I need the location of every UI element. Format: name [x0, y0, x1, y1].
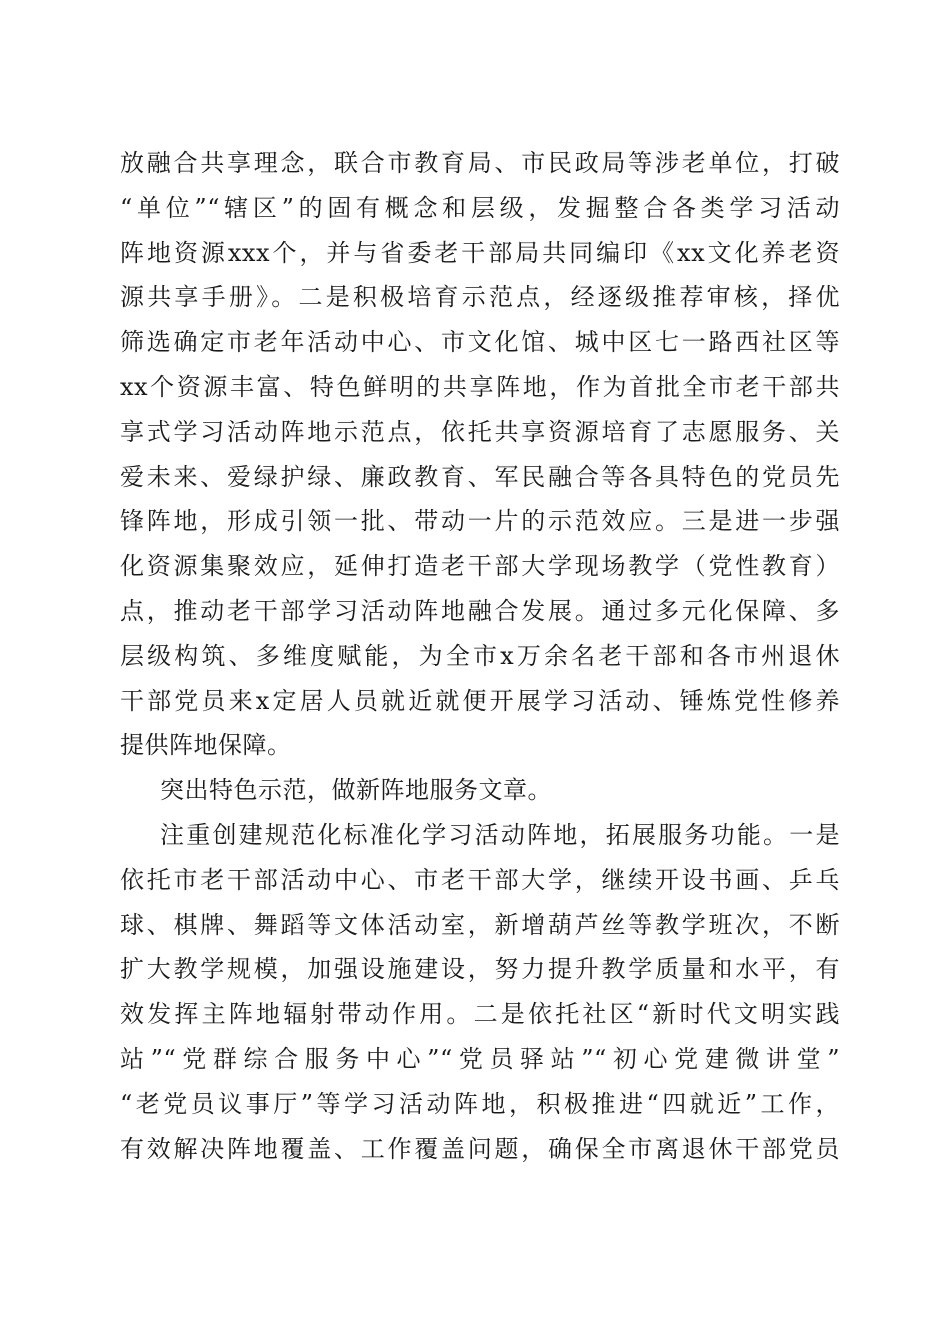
text-line: 注重创建规范化标准化学习活动阵地，拓展服务功能。一是 [160, 820, 840, 849]
text-line: 化资源集聚效应，延伸打造老干部大学现场教学（党性教育） [120, 552, 840, 581]
text-line: 球、棋牌、舞蹈等文体活动室，新增葫芦丝等教学班次，不断 [120, 910, 840, 939]
text-line: 源共享手册》。二是积极培育示范点，经逐级推荐审核，择优 [120, 283, 840, 312]
text-line: 站”“党群综合服务中心”“党员驿站”“初心党建微讲堂” [120, 1044, 840, 1073]
text-line: 筛选确定市老年活动中心、市文化馆、城中区七一路西社区等 [120, 328, 840, 357]
text-line: 阵地资源xxx个，并与省委老干部局共同编印《xx文化养老资 [120, 238, 840, 267]
text-line: xx个资源丰富、特色鲜明的共享阵地，作为首批全市老干部共 [120, 372, 840, 401]
text-line: 扩大教学规模，加强设施建设，努力提升教学质量和水平，有 [120, 955, 840, 984]
section-heading: 突出特色示范，做新阵地服务文章。 [160, 776, 552, 805]
text-line: 点，推动老干部学习活动阵地融合发展。通过多元化保障、多 [120, 596, 840, 625]
text-line: 提供阵地保障。 [120, 731, 292, 760]
text-line: “老党员议事厅”等学习活动阵地，积极推进“四就近”工作， [120, 1089, 840, 1118]
text-line: 层级构筑、多维度赋能，为全市x万余名老干部和各市州退休 [120, 641, 840, 670]
text-line: “单位”“辖区”的固有概念和层级，发掘整合各类学习活动 [120, 193, 840, 222]
text-line: 放融合共享理念，联合市教育局、市民政局等涉老单位，打破 [120, 149, 840, 177]
body-text [120, 141, 840, 1171]
text-line: 有效解决阵地覆盖、工作覆盖问题，确保全市离退休干部党员 [120, 1134, 840, 1163]
text-line: 依托市老干部活动中心、市老干部大学，继续开设书画、乒乓 [120, 865, 840, 894]
text-line: 效发挥主阵地辐射带动作用。二是依托社区“新时代文明实践 [120, 1000, 840, 1029]
text-line: 干部党员来x定居人员就近就便开展学习活动、锤炼党性修养 [120, 686, 840, 715]
text-line: 锋阵地，形成引领一批、带动一片的示范效应。三是进一步强 [120, 507, 840, 536]
text-line: 享式学习活动阵地示范点，依托共享资源培育了志愿服务、关 [120, 417, 840, 446]
text-line: 爱未来、爱绿护绿、廉政教育、军民融合等各具特色的党员先 [120, 462, 840, 491]
